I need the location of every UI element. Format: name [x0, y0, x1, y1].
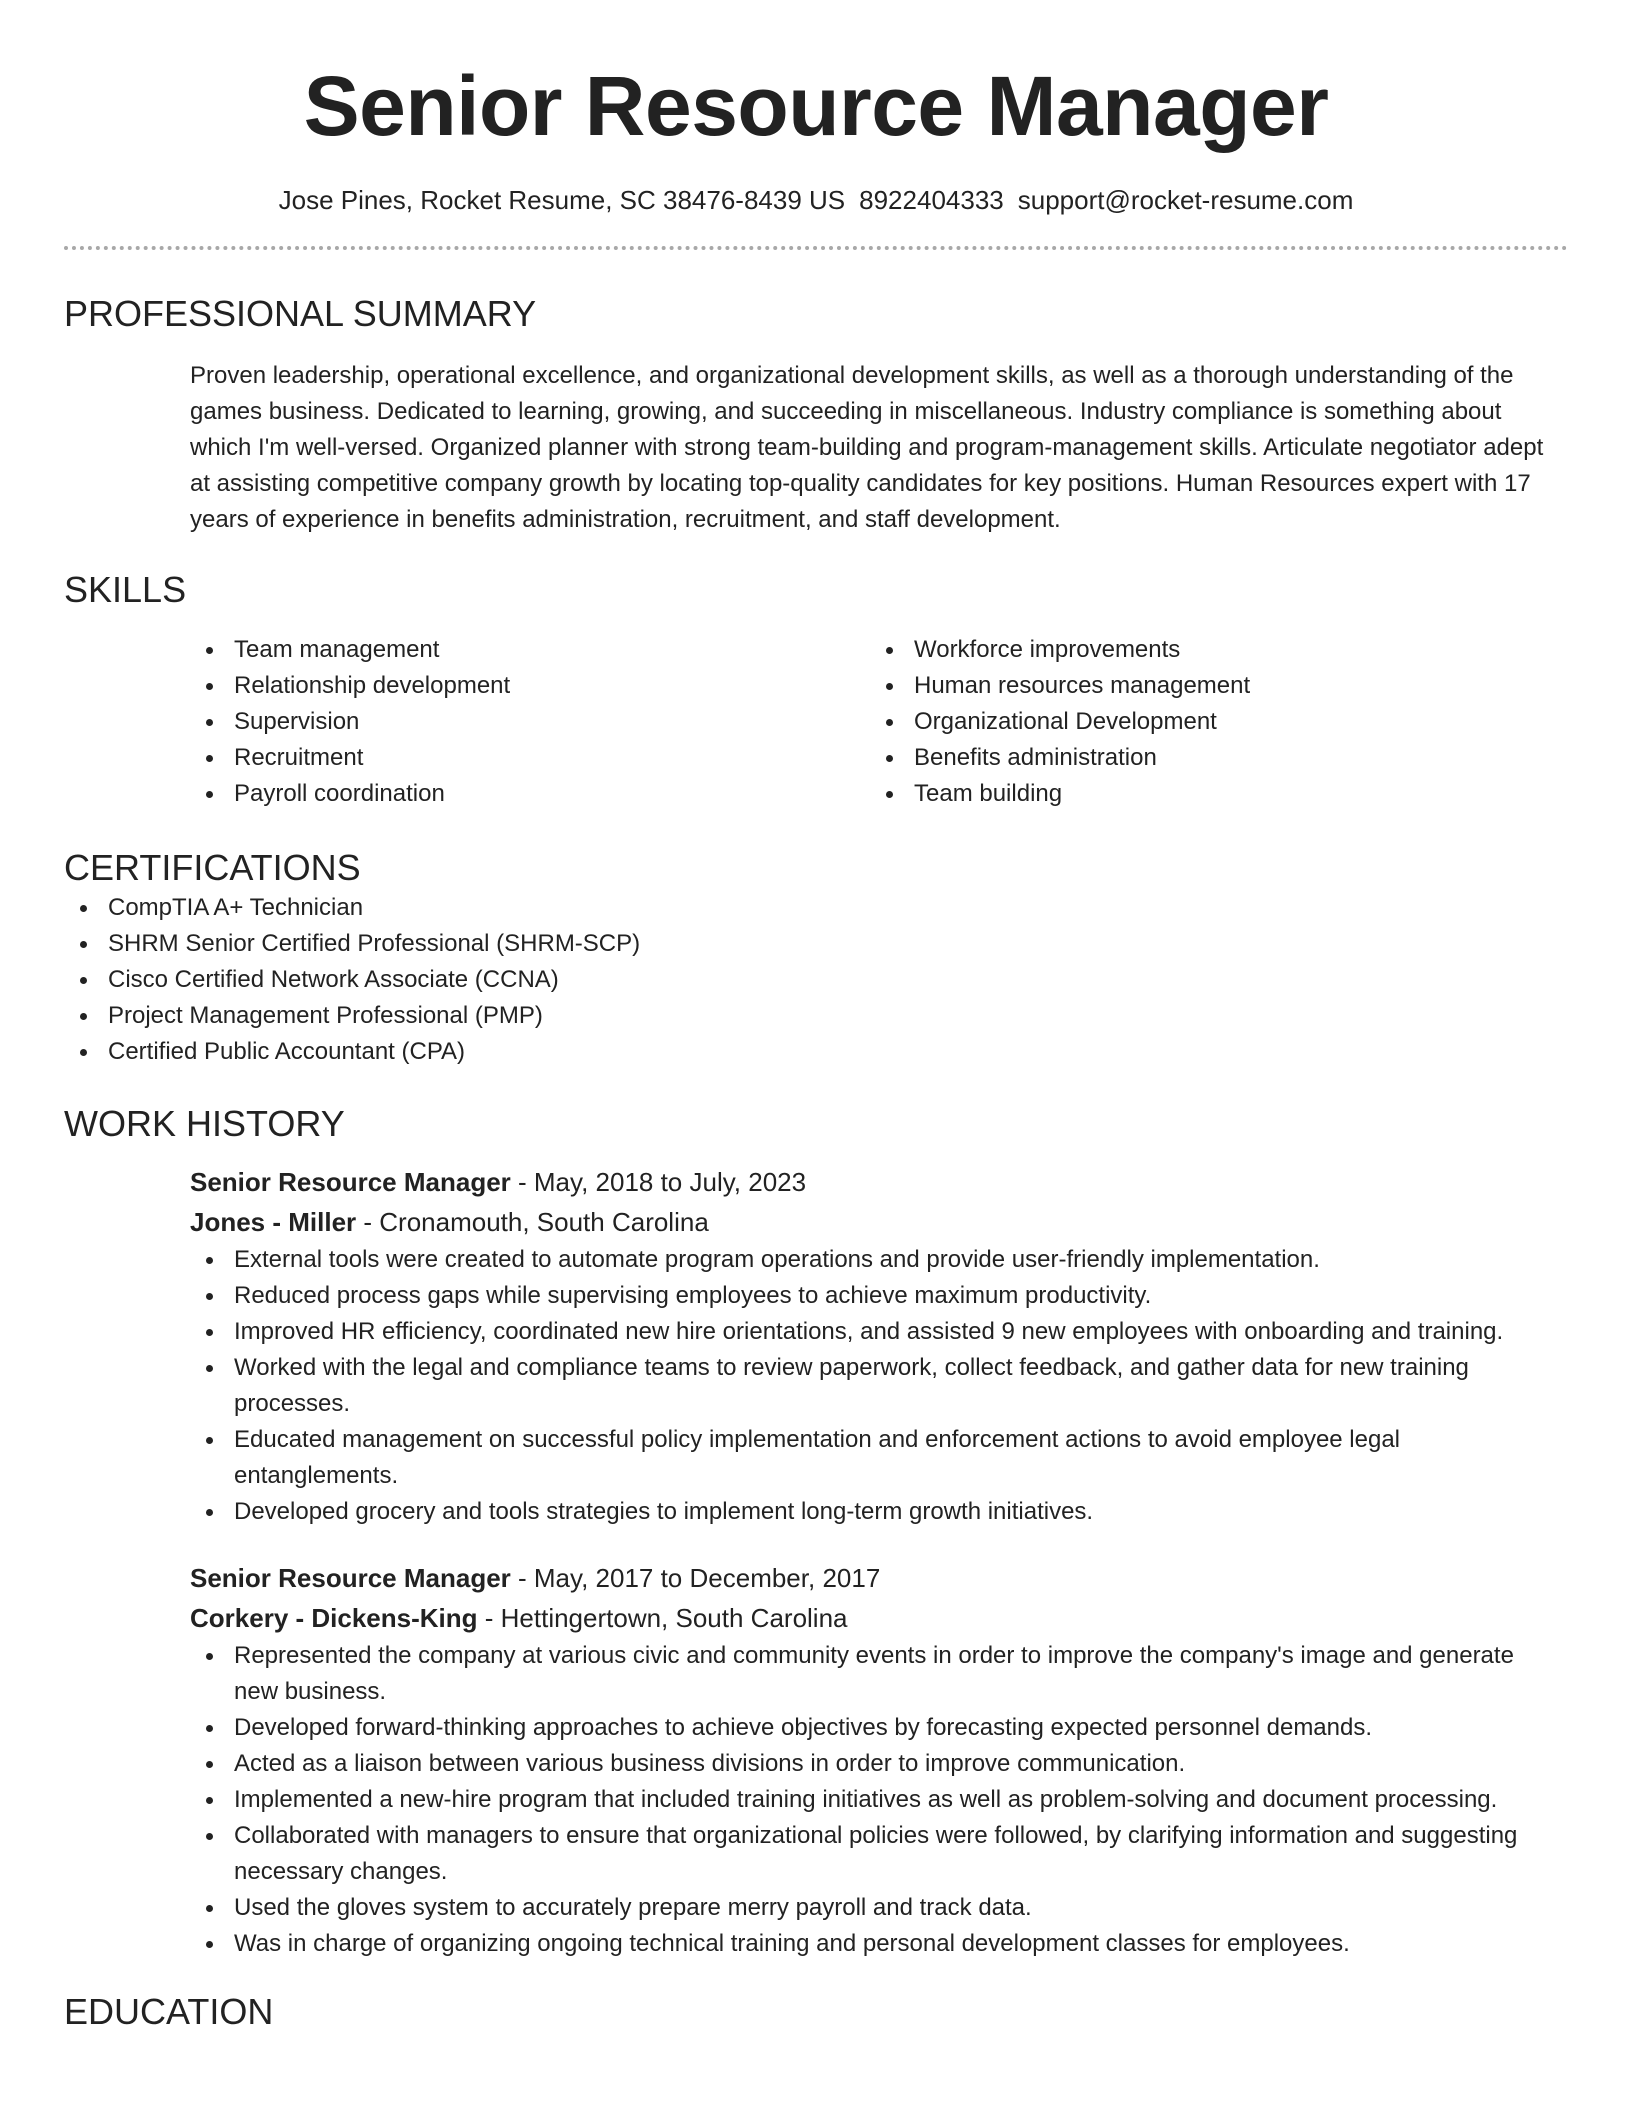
job-role: Senior Resource Manager	[190, 1563, 511, 1593]
certification-item: Project Management Professional (PMP)	[64, 998, 1568, 1034]
summary-section	[64, 292, 1568, 538]
job-bullets	[190, 1242, 1568, 1530]
certifications-list	[64, 890, 1568, 1070]
skill-item: Organizational Development	[870, 704, 1550, 740]
job-bullets	[190, 1638, 1568, 1962]
work-history-heading: WORK HISTORY	[64, 1103, 345, 1144]
resume-page	[64, 0, 1568, 2034]
job-entry	[190, 1162, 1568, 1530]
skill-item: Workforce improvements	[870, 632, 1550, 668]
job-company: Corkery - Dickens-King	[190, 1603, 478, 1633]
skill-item: Recruitment	[190, 740, 870, 776]
skills-section	[64, 568, 1568, 812]
job-location: - Cronamouth, South Carolina	[356, 1207, 709, 1237]
job-dates: - May, 2018 to July, 2023	[510, 1167, 807, 1197]
job-company: Jones - Miller	[190, 1207, 357, 1237]
job-bullet: Acted as a liaison between various business divisions in order to improve communication.	[190, 1746, 1568, 1782]
skill-item: Human resources management	[870, 668, 1550, 704]
skill-item: Supervision	[190, 704, 870, 740]
education-section	[64, 1990, 1568, 2034]
job-bullet: Used the gloves system to accurately prepare merry payroll and track data.	[190, 1890, 1568, 1926]
certifications-heading: CERTIFICATIONS	[64, 847, 361, 888]
resume-title: Senior Resource Manager	[303, 59, 1329, 153]
contact-phone: 8922404333	[859, 185, 1004, 215]
job-bullet: Was in charge of organizing ongoing technical training and personal development classes for employees.	[190, 1926, 1568, 1962]
skill-item: Team building	[870, 776, 1550, 812]
work-history-section	[64, 1102, 1568, 1962]
job-location: - Hettingertown, South Carolina	[477, 1603, 848, 1633]
job-title-line	[190, 1162, 1568, 1202]
contact-address: Jose Pines, Rocket Resume, SC 38476-8439 US	[278, 185, 846, 215]
education-heading: EDUCATION	[64, 1991, 274, 2032]
summary-heading: PROFESSIONAL SUMMARY	[64, 293, 537, 334]
skills-list-left	[190, 632, 870, 812]
summary-text: Proven leadership, operational excellence, and organizational development skills, as well as a thorough understanding of the games business. Dedicated to learning, growing, and succeeding in miscellaneous. Industry compliance is something about which I'm well-versed. Organized planner with strong team-building and program-management skills. Articulate negotiator adept at assisting competitive company growth by locating top-quality candidates for key positions. Human Resources expert with 17 years of experience in benefits administration, recruitment, and staff development.	[190, 362, 1544, 533]
job-bullet: Developed grocery and tools strategies to implement long-term growth initiatives.	[190, 1494, 1568, 1530]
certification-item: SHRM Senior Certified Professional (SHRM-SCP)	[64, 926, 1568, 962]
contact-email[interactable]: support@rocket-resume.com	[1017, 185, 1354, 215]
skills-columns	[190, 632, 1568, 812]
certification-item: Cisco Certified Network Associate (CCNA)	[64, 962, 1568, 998]
skills-heading: SKILLS	[64, 569, 187, 610]
skill-item: Payroll coordination	[190, 776, 870, 812]
job-bullet: Educated management on successful policy implementation and enforcement actions to avoid employee legal entanglements.	[190, 1422, 1568, 1494]
job-company-line	[190, 1598, 1568, 1638]
skill-item: Benefits administration	[870, 740, 1550, 776]
job-bullet: Worked with the legal and compliance teams to review paperwork, collect feedback, and gather data for new training processes.	[190, 1350, 1568, 1422]
skill-item: Relationship development	[190, 668, 870, 704]
job-role: Senior Resource Manager	[190, 1167, 511, 1197]
job-bullet: Collaborated with managers to ensure that organizational policies were followed, by clarifying information and suggesting necessary changes.	[190, 1818, 1568, 1890]
job-dates: - May, 2017 to December, 2017	[510, 1563, 881, 1593]
job-bullet: Improved HR efficiency, coordinated new hire orientations, and assisted 9 new employees with onboarding and training.	[190, 1314, 1568, 1350]
job-bullet: External tools were created to automate program operations and provide user-friendly implementation.	[190, 1242, 1568, 1278]
certification-item: CompTIA A+ Technician	[64, 890, 1568, 926]
job-bullet: Reduced process gaps while supervising employees to achieve maximum productivity.	[190, 1278, 1568, 1314]
job-bullet: Represented the company at various civic and community events in order to improve the company's image and generate new business.	[190, 1638, 1568, 1710]
skill-item: Team management	[190, 632, 870, 668]
skills-list-right	[870, 632, 1550, 812]
certification-item: Certified Public Accountant (CPA)	[64, 1034, 1568, 1070]
contact-line	[64, 184, 1568, 216]
header-divider	[64, 246, 1568, 250]
job-title-line	[190, 1558, 1568, 1598]
certifications-section	[64, 846, 1568, 1070]
job-bullet: Implemented a new-hire program that included training initiatives as well as problem-solving and document processing.	[190, 1782, 1568, 1818]
job-bullet: Developed forward-thinking approaches to achieve objectives by forecasting expected personnel demands.	[190, 1710, 1568, 1746]
job-company-line	[190, 1202, 1568, 1242]
job-entry	[190, 1558, 1568, 1962]
